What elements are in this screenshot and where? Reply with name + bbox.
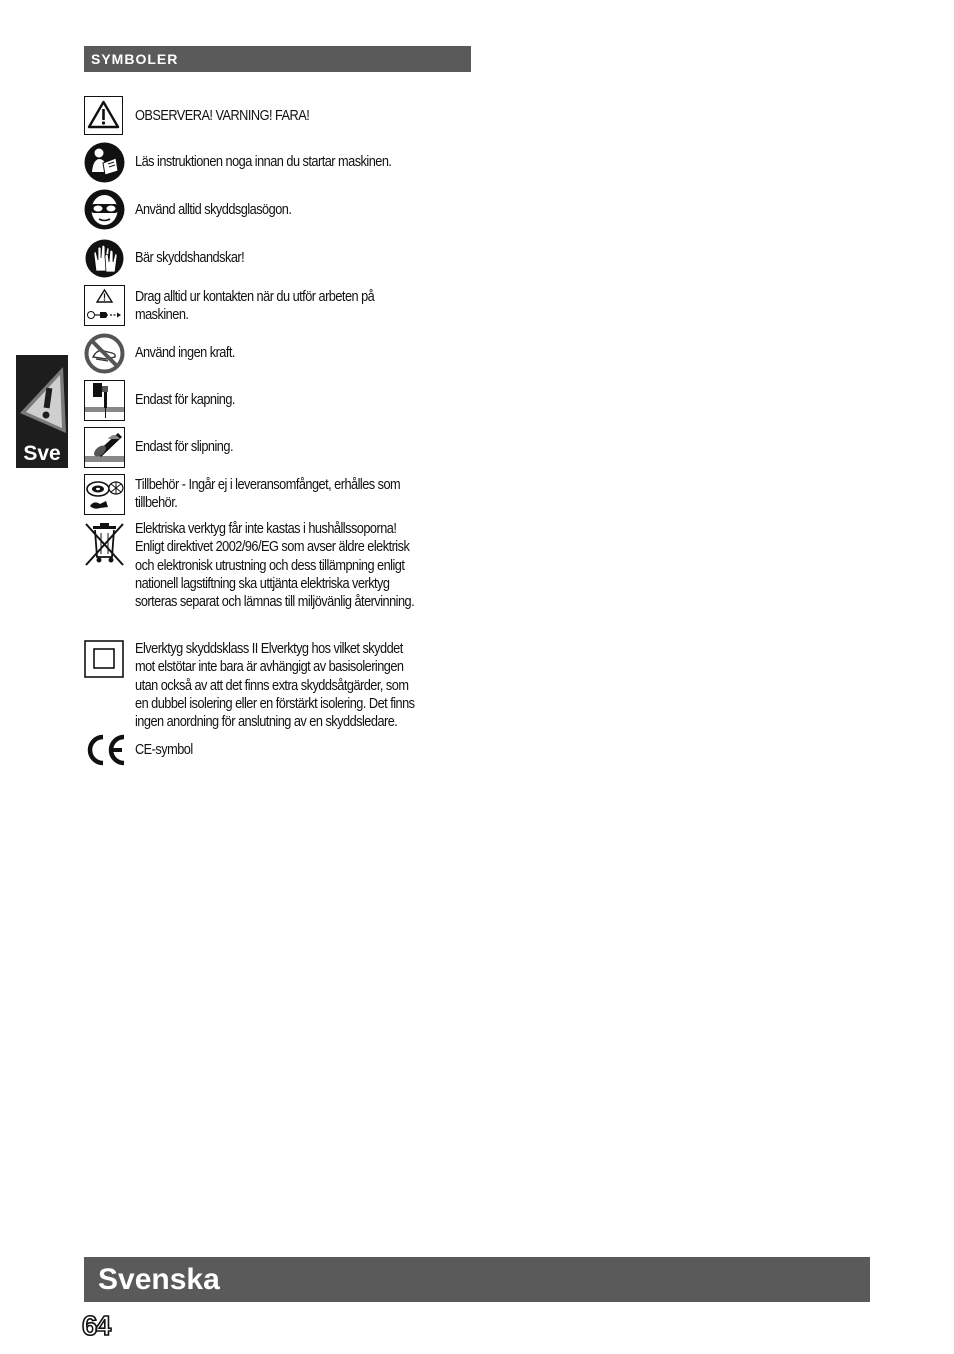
warning-triangle-icon — [16, 355, 68, 437]
symbol-text: Elverktyg skyddsklass II Elverktyg hos vilket skyddet mot elstötar inte bara är avhängigt av basisoleringen utan också av att det finns extra skyddsåtgärder, som en dubbel isolering eller en förstärkt isolering. Det finns ingen anordning för anslutning av en skyddsledare. — [135, 641, 415, 731]
symbol-text: CE-symbol — [135, 742, 193, 758]
class-ii-insulation-icon — [84, 640, 125, 681]
symbol-text: Använd ingen kraft. — [135, 345, 235, 361]
symbol-text: Drag alltid ur kontakten när du utför arbeten på maskinen. — [135, 289, 375, 324]
symbol-text: Endast för kapning. — [135, 392, 235, 408]
symbol-text: Bär skyddshandskar! — [135, 250, 245, 266]
weee-bin-icon — [84, 520, 125, 567]
symbol-text: Läs instruktionen noga innan du startar maskinen. — [135, 154, 392, 170]
symbol-text: Elektriska verktyg får inte kastas i hushållssoporna! Enligt direktivet 2002/96/EG som avser äldre elektrisk och elektronisk utrustning och dess tillämpning enligt nationell lagstiftning ska uttjänta elektriska verktyg sorteras separat och lämnas till miljövänlig återvinning. — [135, 521, 415, 611]
language-tab — [16, 355, 68, 468]
symbol-text: Tillbehör - Ingår ej i leveransomfånget, erhålles som tillbehör. — [135, 477, 401, 512]
safety-goggles-icon — [84, 189, 125, 230]
safety-gloves-icon — [84, 238, 125, 279]
unplug-warning-icon — [84, 285, 125, 326]
no-force-icon — [84, 333, 125, 374]
ce-mark-icon — [84, 733, 128, 767]
symbol-text: OBSERVERA! VARNING! FARA! — [135, 108, 310, 124]
cutting-only-icon — [84, 380, 125, 421]
read-manual-icon — [84, 142, 125, 183]
section-header: SYMBOLER — [84, 46, 471, 72]
symbol-text: Endast för slipning. — [135, 439, 233, 455]
warning-triangle-icon — [84, 96, 123, 135]
language-footer-bar: Svenska — [84, 1257, 870, 1302]
grinding-only-icon — [84, 427, 125, 468]
accessories-icon — [84, 474, 125, 515]
symbol-text: Använd alltid skyddsglasögon. — [135, 202, 292, 218]
page-number: 64 — [82, 1310, 110, 1341]
language-tab-label: Sve — [23, 442, 61, 465]
